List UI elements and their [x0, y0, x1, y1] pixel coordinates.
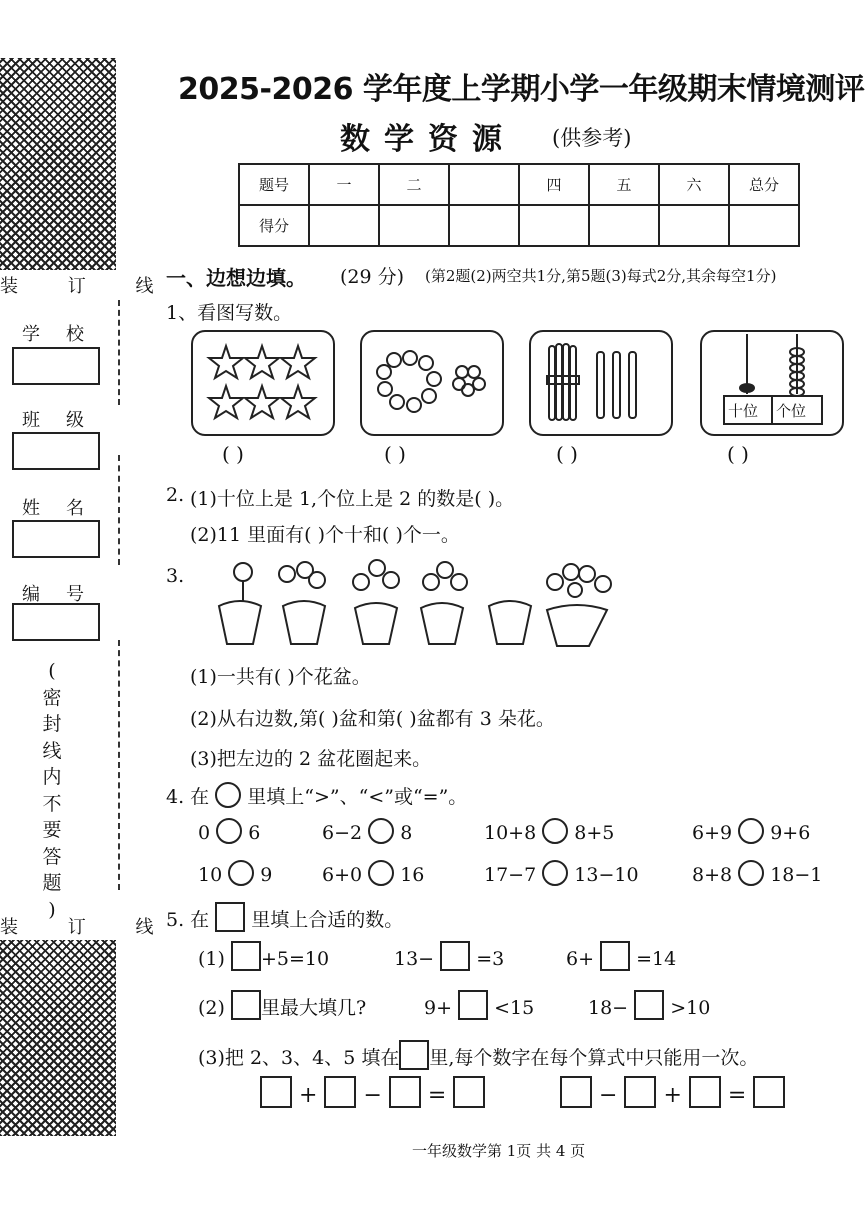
- answer-box[interactable]: [624, 1076, 656, 1108]
- score-cell: 二: [379, 164, 449, 205]
- score-input-cell[interactable]: [729, 205, 799, 246]
- class-field[interactable]: [12, 432, 100, 470]
- binding-pattern-top: [0, 58, 116, 270]
- compare-circle[interactable]: [216, 818, 242, 844]
- q5-label: 5. 在: [166, 909, 210, 931]
- page-footer: 一年级数学第 1页 共 4 页: [412, 1142, 586, 1160]
- bead-icon: [468, 366, 480, 378]
- q3-part3: (3)把左边的 2 盆花圈起来。: [190, 748, 432, 770]
- section-score: (29 分): [340, 266, 405, 288]
- compare-circle[interactable]: [542, 818, 568, 844]
- flower-pot-icon: [547, 564, 611, 646]
- bead-icon: [403, 351, 417, 365]
- square-icon: [231, 990, 261, 1020]
- q5-equation-1: + − =: [260, 1076, 485, 1108]
- score-input-cell[interactable]: [309, 205, 379, 246]
- answer-box[interactable]: [324, 1076, 356, 1108]
- subtitle-note: (供参考): [552, 126, 632, 150]
- stick-icon: [597, 352, 604, 418]
- square-icon: [215, 902, 245, 932]
- circle-icon: [215, 782, 241, 808]
- bead-icon: [427, 372, 441, 386]
- q5-equation-2: − + =: [560, 1076, 785, 1108]
- compare-circle[interactable]: [542, 860, 568, 886]
- square-icon: [399, 1040, 429, 1070]
- seal-line-note: ( 密 封 线 内 不 要 答 题 ): [42, 660, 62, 921]
- flower-pot-icon: [353, 560, 399, 644]
- flower-pots-picture: [205, 556, 635, 652]
- answer-box[interactable]: [634, 990, 664, 1020]
- answer-box[interactable]: [560, 1076, 592, 1108]
- abacus-picture: [700, 330, 844, 436]
- beads-picture: [360, 330, 504, 436]
- bead-icon-group: [362, 332, 502, 434]
- bead-icon: [407, 398, 421, 412]
- stick-icon: [629, 352, 636, 418]
- star-icon: [281, 386, 315, 418]
- bead-icon: [419, 356, 433, 370]
- q4-label: 4. 在: [166, 786, 210, 808]
- score-cell: 总分: [729, 164, 799, 205]
- answer-box[interactable]: [260, 1076, 292, 1108]
- score-input-cell[interactable]: [589, 205, 659, 246]
- bead-icon: [453, 378, 465, 390]
- star-icon: [245, 346, 279, 378]
- answer-box[interactable]: [231, 941, 261, 971]
- compare-circle[interactable]: [368, 860, 394, 886]
- q1-answer-blank[interactable]: ( ): [727, 442, 749, 466]
- q3-label: 3.: [166, 565, 185, 587]
- bead-icon: [422, 389, 436, 403]
- abacus-ones-label: 个位: [776, 402, 807, 420]
- flower-pot-icon: [489, 601, 531, 644]
- flower-pot-icon: [279, 562, 325, 644]
- bead-icon: [378, 382, 392, 396]
- score-input-cell[interactable]: [449, 205, 519, 246]
- answer-box[interactable]: [453, 1076, 485, 1108]
- star-icon: [209, 346, 243, 378]
- q2-part1: (1)十位上是 1,个位上是 2 的数是( )。: [190, 488, 515, 510]
- star-icon: [245, 386, 279, 418]
- compare-circle[interactable]: [228, 860, 254, 886]
- q5-label-rest: 里填上合适的数。: [251, 909, 404, 931]
- q5-part3: (3)把 2、3、4、5 填在 里,每个数字在每个算式中只能用一次。: [198, 1040, 758, 1070]
- name-label: 姓名: [22, 498, 110, 519]
- q2-label: 2.: [166, 484, 185, 506]
- q2-part2: (2)11 里面有( )个十和( )个一。: [190, 524, 460, 546]
- score-input-cell[interactable]: [379, 205, 449, 246]
- q1-answer-blank[interactable]: ( ): [222, 442, 244, 466]
- q5-instruction: [166, 902, 403, 932]
- binding-line-label-top: 装 订 线: [0, 276, 176, 297]
- answer-box[interactable]: [753, 1076, 785, 1108]
- bead-icon: [390, 395, 404, 409]
- bead-icon: [456, 366, 468, 378]
- star-icon-group: [193, 332, 333, 434]
- section-note: (第2题(2)两空共1分,第5题(3)每式2分,其余每空1分): [425, 267, 777, 285]
- bead-icon: [377, 365, 391, 379]
- star-icon: [209, 386, 243, 418]
- binding-dashed-line: [118, 640, 120, 890]
- section-heading: 一、边想边填。: [166, 266, 306, 290]
- number-label: 编号: [22, 584, 110, 605]
- page-subtitle: 数学资源: [340, 122, 516, 157]
- bead-icon: [473, 378, 485, 390]
- score-cell: 四: [519, 164, 589, 205]
- answer-box[interactable]: [458, 990, 488, 1020]
- score-cell: 六: [659, 164, 729, 205]
- answer-box[interactable]: [600, 941, 630, 971]
- score-cell: 题号: [239, 164, 309, 205]
- q1-label: 1、看图写数。: [166, 302, 293, 324]
- q4-instruction: [166, 782, 467, 809]
- answer-box[interactable]: [389, 1076, 421, 1108]
- class-label: 班级: [22, 410, 110, 431]
- binding-pattern-bottom: [0, 940, 116, 1136]
- score-cell: [449, 164, 519, 205]
- score-table-header-row: [239, 164, 799, 205]
- flower-pot-icon: [219, 563, 261, 644]
- stick-icon: [613, 352, 620, 418]
- answer-box[interactable]: [689, 1076, 721, 1108]
- school-label: 学校: [22, 324, 110, 345]
- flower-pot-icon: [421, 562, 467, 644]
- q4-label-rest: 里填上“>”、“<”或“=”。: [247, 786, 468, 808]
- score-cell: 一: [309, 164, 379, 205]
- stars-picture: [191, 330, 335, 436]
- answer-box[interactable]: [440, 941, 470, 971]
- binding-line-label-bottom: 装 订 线: [0, 917, 176, 938]
- binding-dashed-line: [118, 455, 120, 565]
- school-field[interactable]: [12, 347, 100, 385]
- q3-part1: (1)一共有( )个花盆。: [190, 666, 371, 688]
- compare-circle[interactable]: [368, 818, 394, 844]
- q1-answer-blank[interactable]: ( ): [384, 442, 406, 466]
- abacus-tens-label: 十位: [728, 402, 759, 420]
- q1-answer-blank[interactable]: ( ): [556, 442, 578, 466]
- sticks-picture: [529, 330, 673, 436]
- star-icon: [281, 346, 315, 378]
- number-field[interactable]: [12, 603, 100, 641]
- bead-icon: [387, 353, 401, 367]
- name-field[interactable]: [12, 520, 100, 558]
- score-input-cell[interactable]: [519, 205, 589, 246]
- score-table-score-row: [239, 205, 799, 246]
- score-cell: 得分: [239, 205, 309, 246]
- binding-dashed-line: [118, 300, 120, 405]
- stick-bundle-icon: [531, 332, 671, 434]
- score-cell: 五: [589, 164, 659, 205]
- page-title: 2025-2026 学年度上学期小学一年级期末情境测评: [178, 72, 865, 107]
- score-input-cell[interactable]: [659, 205, 729, 246]
- abacus-icon: [702, 332, 842, 434]
- q3-part2: (2)从右边数,第( )盆和第( )盆都有 3 朵花。: [190, 708, 555, 730]
- score-table: [238, 163, 800, 247]
- compare-circle[interactable]: [738, 860, 764, 886]
- compare-circle[interactable]: [738, 818, 764, 844]
